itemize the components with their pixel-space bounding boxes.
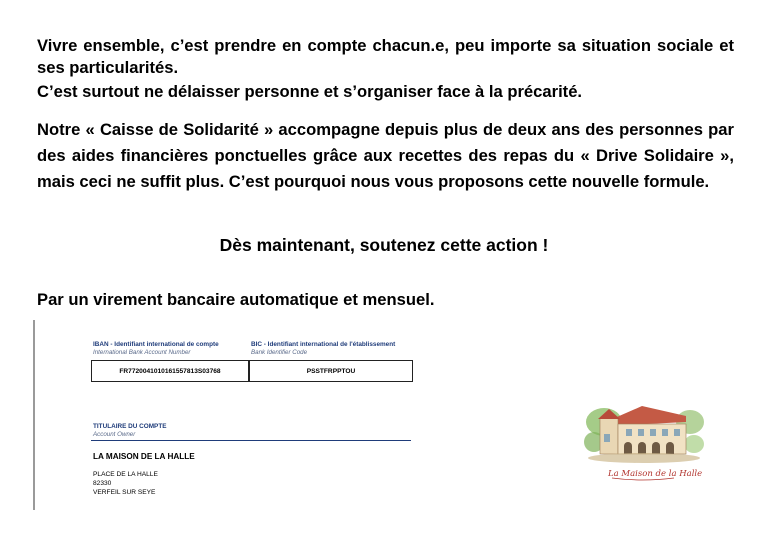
bic-value-box: PSSTFRPPTOU [249, 360, 413, 382]
logo-text: La Maison de la Halle [608, 469, 703, 479]
address-postcode: 82330 [93, 480, 112, 487]
bic-sublabel: Bank Identifier Code [251, 349, 308, 356]
virement-heading: Par un virement bancaire automatique et mensuel. [37, 290, 435, 309]
bic-label: BIC - Identifiant international de l'établissement [251, 341, 396, 348]
holder-label: TITULAIRE DU COMPTE [93, 423, 167, 430]
iban-label: IBAN - Identifiant international de compte [93, 341, 219, 348]
iban-value-box: FR7720041010161557813S03768 [91, 360, 249, 382]
holder-name: LA MAISON DE LA HALLE [93, 452, 195, 461]
rib-left-border [33, 320, 35, 510]
callout-heading: Dès maintenant, soutenez cette action ! [219, 235, 549, 255]
address-street: PLACE DE LA HALLE [93, 471, 158, 478]
holder-divider [91, 440, 411, 441]
holder-sublabel: Account Owner [93, 431, 136, 438]
address-city: VERFEIL SUR SEYE [93, 489, 156, 496]
intro-line-2: C’est surtout ne délaisser personne et s’organiser face à la précarité. [37, 82, 583, 101]
rib-card [33, 320, 443, 510]
solidarity-paragraph: Notre « Caisse de Solidarité » accompagne depuis plus de deux ans des personnes par des aides financières ponctuelles grâce aux recettes des repas du « Drive Solidaire », mais ceci ne suffit plus. C’est pourquoi nous vous proposons cette nouvelle formule. [37, 120, 734, 191]
intro-paragraph: Vivre ensemble, c’est prendre en compte chacun.e, peu importe sa situation sociale et ses particularités. [37, 36, 734, 77]
iban-sublabel: International Bank Account Number [93, 349, 191, 356]
